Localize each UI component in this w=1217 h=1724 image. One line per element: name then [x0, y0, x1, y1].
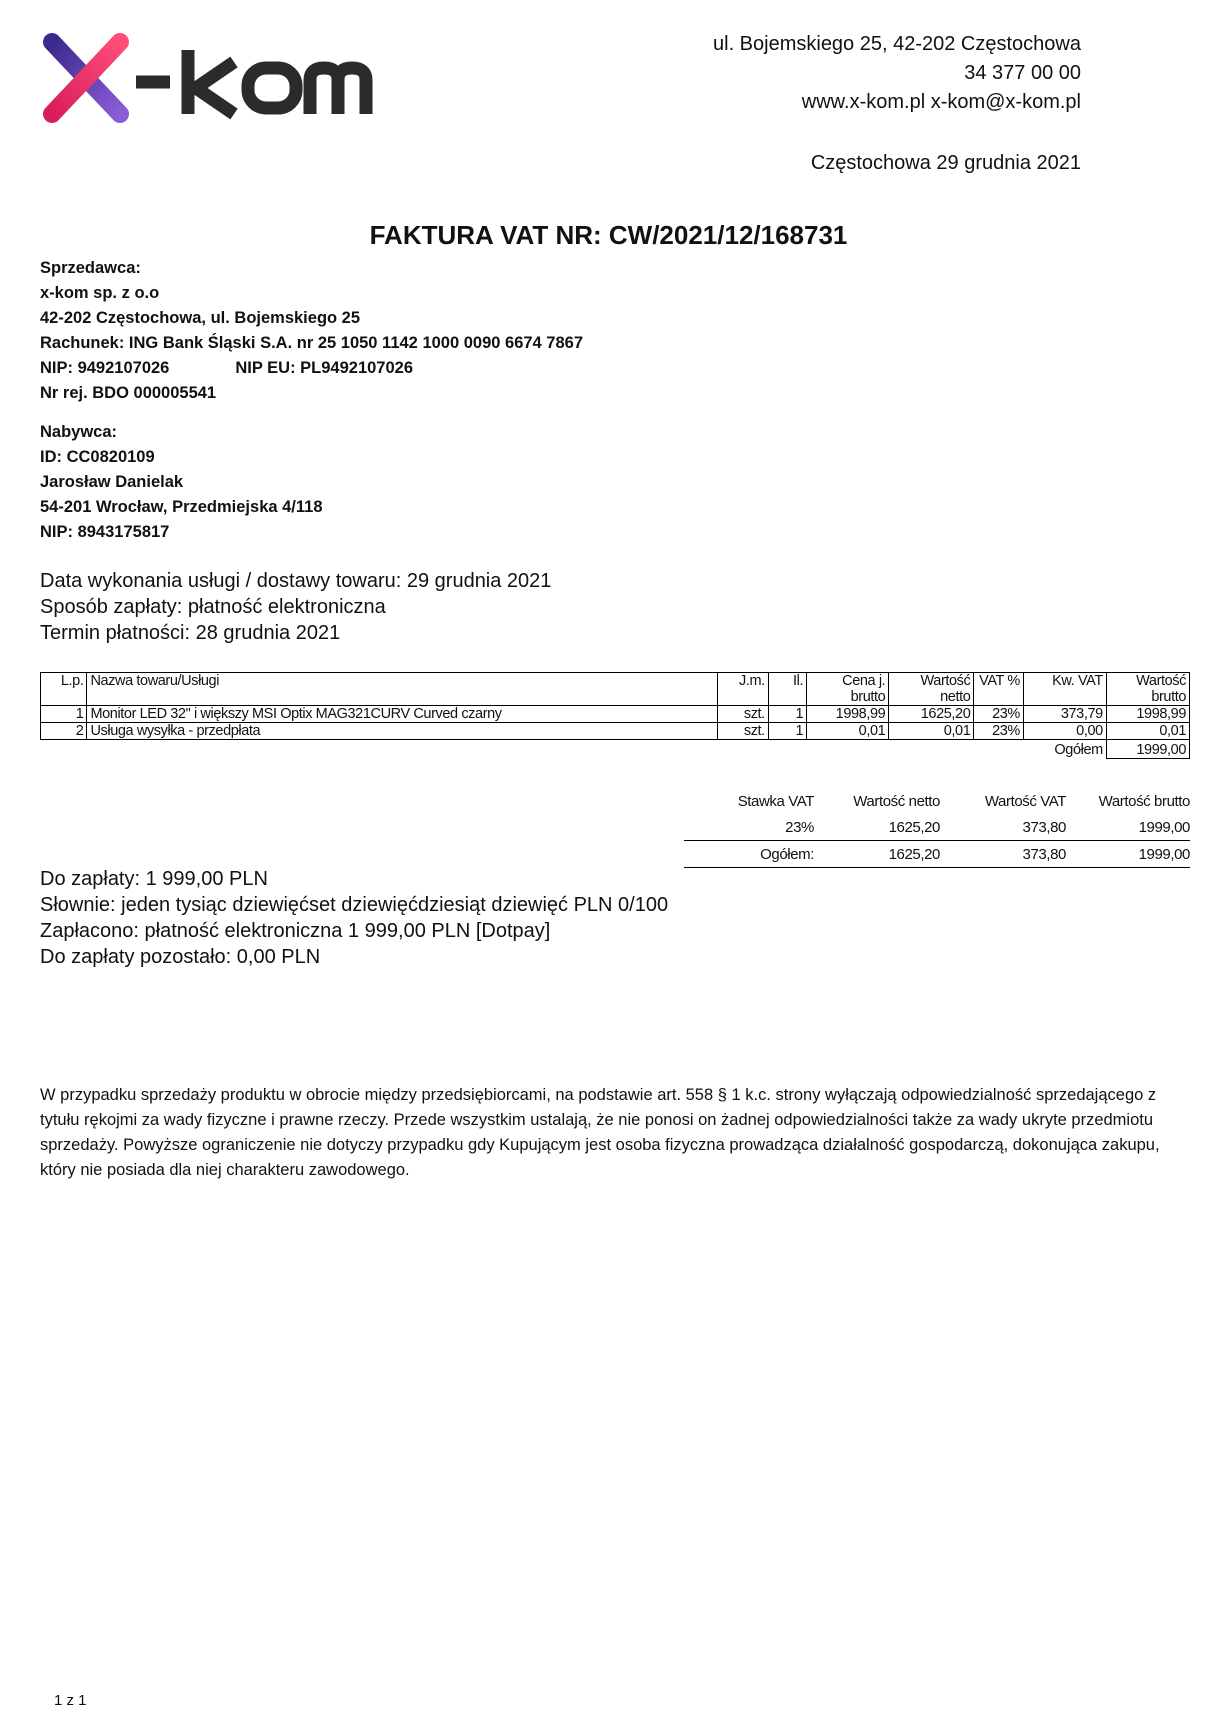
seller-bdo: Nr rej. BDO 000005541 [40, 384, 217, 402]
seller-label: Sprzedawca: [40, 259, 141, 277]
company-phone: 34 377 00 00 [964, 62, 1081, 84]
legal-notice: W przypadku sprzedaży produktu w obrocie między przedsiębiorcami, na podstawie art. 558 § 1 k.c. strony wyłączają odpowiedzialność sprzedającego z tytułu rękojmi za wady fizyczne i prawne rzeczy. Przede wszystkim ustalają, że nie ponosi on żadnej odpowiedzialności także za wady ukryte przedmiotu sprzedaży. Powyższe ograniczenie nie dotyczy przypadku gdy Kupującym jest osoba fizyczna prowadząca działalność gospodarczą, dokonująca zakupu, który nie posiada dla niej charakteru zawodowego. [40, 1086, 1160, 1179]
col-price-gross [807, 673, 889, 706]
vat-summary-header [684, 788, 1190, 814]
cell-value-gross: 0,01 [1106, 723, 1189, 740]
cell-unit: szt. [718, 706, 768, 723]
cell-lp: 1 [41, 706, 87, 723]
page-number: 1 z 1 [54, 1692, 87, 1709]
company-contact [713, 30, 1081, 117]
cell-value-net: 1625,20 [889, 706, 974, 723]
cell-lp: 2 [41, 723, 87, 740]
buyer-id: ID: CC0820109 [40, 448, 155, 466]
table-row [41, 723, 1190, 740]
payment-due: Termin płatności: 28 grudnia 2021 [40, 622, 341, 644]
buyer-name: Jarosław Danielak [40, 473, 184, 491]
col-value-gross [1106, 673, 1189, 706]
cell-price-gross: 1998,99 [807, 706, 889, 723]
items-table [40, 672, 1190, 759]
cell-name: Usługa wysyłka - przedpłata [87, 723, 718, 740]
company-web-email: www.x-kom.pl x-kom@x-kom.pl [801, 91, 1081, 113]
summary-col-vat: Wartość VAT [984, 792, 1066, 810]
seller-account: Rachunek: ING Bank Śląski S.A. nr 25 1050 1142 1000 0090 6674 7867 [40, 334, 584, 352]
summary-net: 1625,20 [888, 818, 940, 836]
col-name: Nazwa towaru/Usługi [87, 673, 718, 706]
payment-method: Sposób zapłaty: płatność elektroniczna [40, 596, 386, 618]
col-qty: Il. [768, 673, 806, 706]
cell-vat-amount: 373,79 [1023, 706, 1106, 723]
summary-col-net: Wartość netto [853, 792, 940, 810]
amount-paid: Zapłacono: płatność elektroniczna 1 999,00 PLN [Dotpay] [40, 920, 551, 942]
cell-vat-rate: 23% [974, 723, 1024, 740]
col-value-gross-line2: brutto [1151, 689, 1186, 705]
cell-name: Monitor LED 32" i większy MSI Optix MAG321CURV Curved czarny [87, 706, 718, 723]
cell-unit: szt. [718, 723, 768, 740]
buyer-block [40, 420, 323, 545]
col-vat-amount: Kw. VAT [1023, 673, 1106, 706]
col-value-gross-line1: Wartość [1136, 673, 1186, 689]
items-total-value: 1999,00 [1106, 740, 1189, 759]
amount-due: Do zapłaty: 1 999,00 PLN [40, 868, 268, 890]
vat-summary-total-row [684, 841, 1190, 868]
buyer-address: 54-201 Wrocław, Przedmiejska 4/118 [40, 498, 323, 516]
table-row [684, 814, 1190, 841]
x-kom-logo [38, 28, 398, 133]
cell-value-gross: 1998,99 [1106, 706, 1189, 723]
cell-price-gross: 0,01 [807, 723, 889, 740]
cell-qty: 1 [768, 723, 806, 740]
summary-total-gross: 1999,00 [1066, 841, 1190, 868]
amount-remaining: Do zapłaty pozostało: 0,00 PLN [40, 946, 321, 968]
company-address: ul. Bojemskiego 25, 42-202 Częstochowa [713, 33, 1081, 55]
invoice-meta [40, 568, 551, 646]
buyer-nip: NIP: 8943175817 [40, 523, 170, 541]
items-total-row [41, 740, 1190, 759]
summary-rate: 23% [785, 818, 814, 836]
cell-value-net: 0,01 [889, 723, 974, 740]
invoice-title: FAKTURA VAT NR: CW/2021/12/168731 [369, 220, 848, 250]
summary-vat: 373,80 [1022, 818, 1066, 836]
summary-col-gross: Wartość brutto [1098, 792, 1190, 810]
items-header-row [41, 673, 1190, 706]
summary-col-rate: Stawka VAT [737, 792, 814, 810]
service-date: Data wykonania usługi / dostawy towaru: 29 grudnia 2021 [40, 570, 552, 592]
buyer-label: Nabywca: [40, 423, 118, 441]
seller-nip: NIP: 9492107026 [40, 359, 170, 377]
col-lp: L.p. [41, 673, 87, 706]
seller-block [40, 256, 583, 406]
amount-in-words: Słownie: jeden tysiąc dziewięćset dziewięćdziesiąt dziewięć PLN 0/100 [40, 894, 669, 916]
col-value-net [889, 673, 974, 706]
col-vat-rate: VAT % [974, 673, 1024, 706]
seller-name: x-kom sp. z o.o [40, 284, 160, 302]
cell-vat-amount: 0,00 [1023, 723, 1106, 740]
cell-vat-rate: 23% [974, 706, 1024, 723]
seller-nip-eu: NIP EU: PL9492107026 [235, 359, 414, 377]
items-total-label: Ogółem [1054, 742, 1103, 758]
col-value-net-line1: Wartość [920, 673, 971, 689]
summary-total-label: Ogółem: [684, 841, 814, 868]
table-row [41, 706, 1190, 723]
summary-gross: 1999,00 [1138, 818, 1190, 836]
place-date: Częstochowa 29 grudnia 2021 [810, 152, 1081, 174]
col-price-gross-line2: brutto [850, 689, 886, 705]
payment-block [40, 866, 668, 970]
summary-total-net: 1625,20 [814, 841, 940, 868]
cell-qty: 1 [768, 706, 806, 723]
vat-summary-table [684, 788, 1190, 868]
col-unit: J.m. [718, 673, 768, 706]
col-price-gross-line1: Cena j. [842, 673, 886, 689]
summary-total-vat: 373,80 [940, 841, 1066, 868]
seller-nip-row [40, 356, 583, 381]
seller-address: 42-202 Częstochowa, ul. Bojemskiego 25 [40, 309, 361, 327]
col-value-net-line2: netto [940, 689, 971, 705]
